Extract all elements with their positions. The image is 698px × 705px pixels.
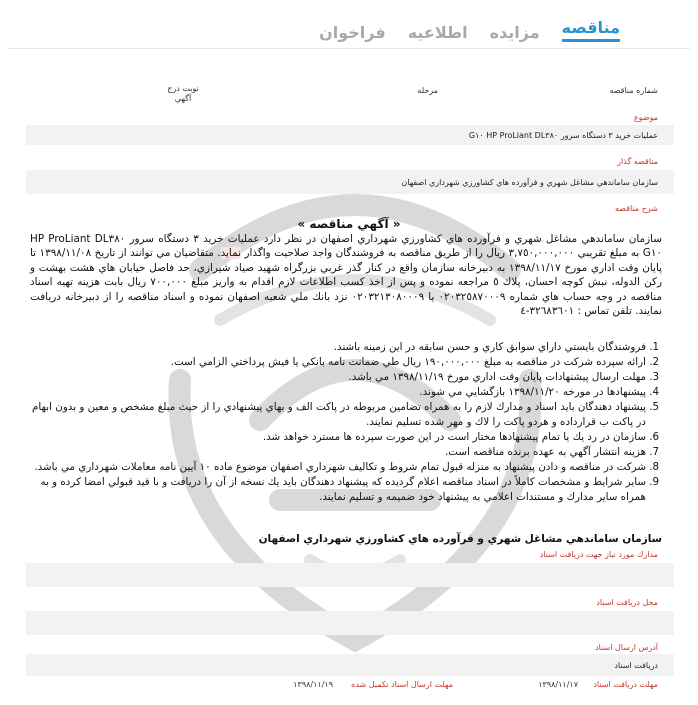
tab-notice[interactable]: اطلاعیه	[407, 23, 468, 42]
meta-row	[10, 86, 658, 108]
receive-deadline-value: ١٣٩٨/١١/١٧	[538, 680, 578, 689]
description-label: شرح مناقصه	[614, 204, 658, 213]
subject-value: عمليات خريد ٣ دستگاه سرور HP ProLiant DL٣٨٠ G١٠	[468, 131, 658, 140]
receive-deadline-label: مهلت دريافت اسناد	[593, 680, 658, 689]
receive-place-box	[26, 611, 674, 635]
signature: سازمان ساماندهي مشاغل شهري و فرآورده هاي كشاورزي شهرداري اصفهان	[258, 533, 662, 545]
deadlines-row	[10, 680, 688, 696]
ad-title: « آگهي مناقصه »	[297, 217, 401, 231]
rules-list	[30, 340, 662, 505]
ad-paragraph-part1: سازمان ساماندهي مشاغل شهري و فرآورده هاي كشاورزي شهرداري اصفهان در نظر دارد عمليات خريد ٣ دستگاه سرور HP ProLiant DL٣٨٠ G١٠ به مبلغ تقريبي ٣,٧٥٠,٠٠٠,٠٠٠ ريال را از طريق مناقصه به فروشندگان واجد صلاحيت واگذار	[30, 233, 662, 260]
rule-item: 5. پيشنهاد دهندگان بايد اسناد و مدارك لازم را به همراه تضامين مربوطه در پاكت الف و بهاي پيشنهادي را از حيث مبلغ مشخص و معين و بدون ابهام در پاكت ب قرارداده و هردو پاكت را لاك و مهر شده تسليم نمايند.	[30, 400, 646, 430]
ad-paragraph	[30, 232, 662, 318]
subject-label: موضوع	[633, 113, 658, 122]
tabs-divider	[8, 48, 690, 49]
stage-label: مرحله	[417, 86, 438, 95]
organizer-label: مناقصه گذار	[617, 157, 658, 166]
receive-docs-label: دريافت اسناد	[614, 661, 658, 670]
ad-paragraph-part2: . متقاضيان مي توانند از تاريخ ١٣٩٨/١١/٠٨ تا پايان وقت اداري مورخ ١٣٩٨/١١/١٧ به دبيرخانه سازمان واقع در كنار گذر غربي بزرگراه شهيد صياد شيرازي، حد فاصل خيابان هاي هشت بهشت و ركن الدوله، نبش كوچه احسان، پلاك ٥ مراجعه نموده و پس از اخذ كسب اطلاعات لازم اقدام به واريز مبلغ ٧٠٠,٠٠٠ ريال بابت هزينه تهيه اسناد مناقصه در وجه حساب هاي شماره ٠٢٠٣٢٥٨٧٠٠٠٩ يا ٠٢٠٣٢١٣٠٨٠٠٠٩ نزد بانك ملي شعبه اصفهان نموده و اسناد مناقصه را از دبيرخانه دريافت نمايند. تلفن تماس : ٣٢٦٨٣٦٠١-٤	[30, 247, 663, 318]
rule-item: 9. ساير شرايط و مشخصات كاملاً در اسناد مناقصه اعلام گرديده كه پيشنهاد دهندگان بايد يك نسخه از آن را دريافت و با قيد قبولي امضا كرده و به همراه ساير مدارك و مستندات اعلامي به پيشنهاد خود ضميمه و تسليم نمايند.	[30, 475, 646, 505]
rule-item: 3. مهلت ارسال پيشنهادات پايان وقت اداري مورخ ١٣٩٨/١١/١٩ مي باشد.	[30, 370, 646, 385]
ad-paragraph-highlight: نمايد	[220, 247, 241, 260]
organizer-value: سازمان ساماندهي مشاغل شهري و فرآورده هاي كشاورزي شهرداري اصفهان	[401, 178, 658, 187]
required-documents-box	[26, 563, 674, 587]
send-deadline-label: مهلت ارسال اسناد تكميل شده	[351, 680, 453, 689]
rule-item: 8. شركت در مناقصه و دادن پيشنهاد به منزله قبول تمام شروط و تكاليف شهرداري اصفهان موضوع ماده ١٠ آيين نامه معاملات شهرداري مي باشد.	[30, 460, 646, 475]
rule-item: 4. پيشنهادها در مورخه ١٣٩٨/١١/٢٠ بازگشايي مي شوند.	[30, 385, 646, 400]
tab-tender[interactable]: مناقصه	[562, 18, 620, 42]
rule-item: 2. ارائه سپرده شركت در مناقصه به مبلغ ١٩٠,٠٠٠,٠٠٠ ريال طي ضمانت نامه بانكي يا فيش پرداختي الزامي است.	[30, 355, 646, 370]
receive-place-label: محل دريافت اسناد	[596, 598, 658, 607]
rule-item: 1. فروشندگان بايستي داراي سوابق كاري و حسن سابقه در اين زمينه باشند.	[30, 340, 646, 355]
rule-item: 7. هزينه انتشار آگهي به عهده برنده مناقصه است.	[30, 445, 646, 460]
ad-type-label: نوبت درج آگهي	[167, 84, 199, 103]
send-deadline-value: ١٣٩٨/١١/١٩	[293, 680, 333, 689]
tab-auction[interactable]: مزايده	[489, 23, 540, 42]
tender-number-label: شماره مناقصه	[609, 86, 658, 95]
tab-bar	[319, 18, 620, 42]
send-address-box	[26, 654, 674, 676]
rule-item: 6. سازمان در رد يك يا تمام پيشنهادها مختار است در اين صورت سپرده ها مسترد خواهد شد.	[30, 430, 646, 445]
send-address-label: آدرس ارسال اسناد	[595, 643, 658, 652]
tab-call[interactable]: فراخوان	[319, 23, 386, 42]
required-documents-label: مدارك مورد نياز جهت دريافت اسناد	[539, 550, 658, 559]
